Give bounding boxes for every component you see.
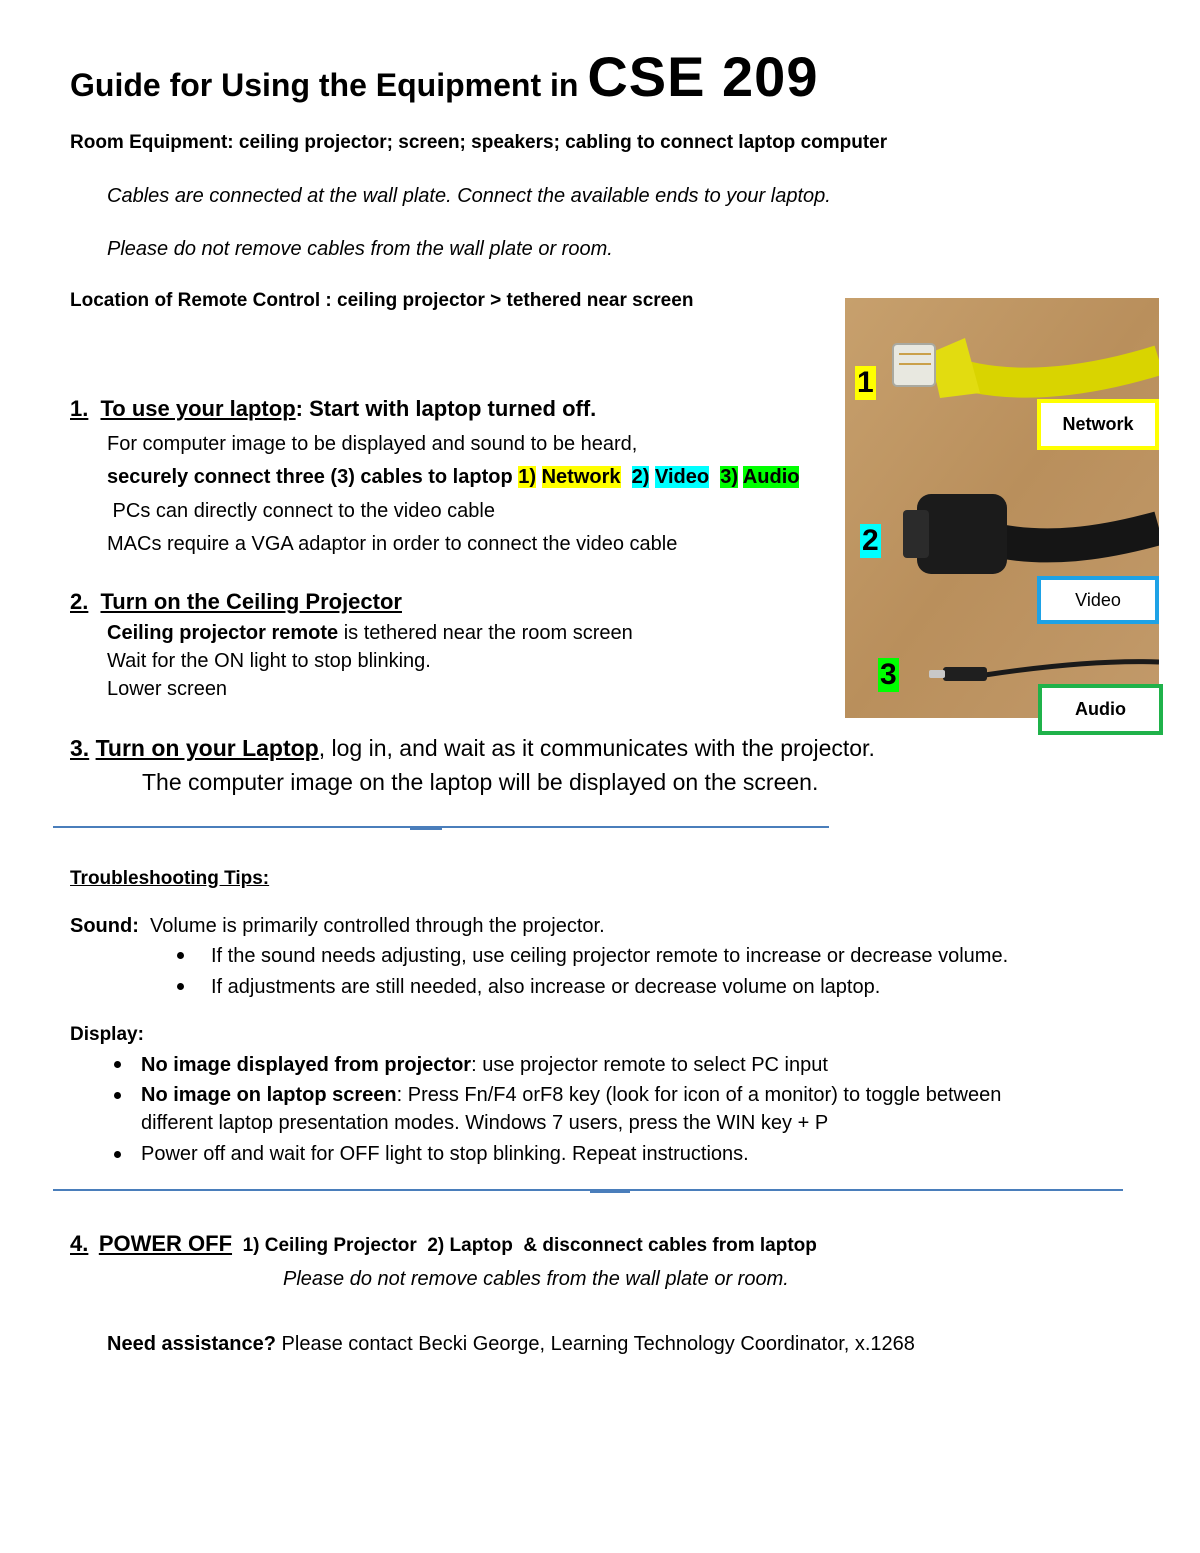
- step1-line4: MACs require a VGA adaptor in order to connect the video cable: [107, 533, 678, 555]
- step2-heading: [70, 587, 402, 617]
- display-label: Display:: [70, 1024, 144, 1045]
- step1-line3: PCs can directly connect to the video cable: [107, 500, 495, 522]
- sound-bullet-2-dot: [177, 983, 184, 990]
- cables-photo-image: [845, 298, 1159, 718]
- photo-tag-3: 3: [880, 658, 897, 691]
- assistance-line: [107, 1330, 915, 1358]
- display-bullet-1: [141, 1051, 828, 1079]
- photo-tag-2: 2: [862, 524, 879, 557]
- step3-heading: [70, 733, 875, 763]
- step3-num: 3.: [70, 735, 90, 761]
- step2-num: 2.: [70, 589, 89, 614]
- step1-heading: [70, 394, 596, 424]
- title-prefix: Guide for Using the Equipment in: [70, 67, 588, 103]
- display-bullet-3-dot: [114, 1151, 121, 1158]
- step4-title: POWER OFF: [98, 1231, 233, 1256]
- display-bullet-3: Power off and wait for OFF light to stop blinking. Repeat instructions.: [141, 1143, 749, 1165]
- divider-2: [53, 1189, 1123, 1191]
- cable3-num: 3): [720, 466, 738, 488]
- display-b2-rest: : Press Fn/F4 orF8 key (look for icon of a monitor) to toggle between: [396, 1084, 1002, 1106]
- sound-label: Sound:: [70, 915, 139, 937]
- sound-line: [70, 912, 605, 940]
- room-equipment: Room Equipment: ceiling projector; screen; speakers; cabling to connect laptop computer: [70, 132, 888, 153]
- page-title: [70, 44, 818, 109]
- step4-num: 4.: [70, 1231, 89, 1256]
- display-b2-bold: No image on laptop screen: [141, 1084, 397, 1106]
- cable2-num: 2): [631, 466, 650, 488]
- step1-connect-text: securely connect three (3) cables to laptop: [107, 466, 519, 488]
- step1-num: 1.: [70, 396, 89, 421]
- sound-text: Volume is primarily controlled through the projector.: [138, 915, 605, 937]
- cables-note: Cables are connected at the wall plate. Connect the available ends to your laptop.: [107, 185, 831, 207]
- sound-bullet-2: If adjustments are still needed, also increase or decrease volume on laptop.: [211, 976, 881, 998]
- display-b1-rest: : use projector remote to select PC input: [471, 1054, 828, 1076]
- sound-bullet-1: If the sound needs adjusting, use ceiling projector remote to increase or decrease volume.: [211, 945, 1009, 967]
- step2-remote: Ceiling projector remote: [107, 622, 339, 644]
- step3-rest: , log in, and wait as it communicates with the projector.: [318, 735, 875, 761]
- step2-line2: Wait for the ON light to stop blinking.: [107, 650, 431, 672]
- step4-warning: Please do not remove cables from the wall plate or room.: [283, 1268, 789, 1290]
- cables-warning: Please do not remove cables from the wall plate or room.: [107, 238, 613, 260]
- remote-location: Location of Remote Control : ceiling projector > tethered near screen: [70, 290, 694, 311]
- divider-1-mark: [410, 827, 442, 830]
- display-b1-bold: No image displayed from projector: [141, 1054, 472, 1076]
- cable3-label: Audio: [742, 466, 800, 488]
- photo-tag-1: 1: [857, 366, 874, 399]
- display-bullet-2-line2: different laptop presentation modes. Windows 7 users, press the WIN key + P: [141, 1112, 829, 1134]
- step2-line3: Lower screen: [107, 678, 228, 700]
- display-bullet-2-dot: [114, 1092, 121, 1099]
- divider-2-mark: [590, 1190, 630, 1193]
- video-label: Video: [1037, 576, 1159, 624]
- cables-photo: [845, 298, 1159, 718]
- step2-title: Turn on the Ceiling Projector: [100, 589, 402, 614]
- step1-line2: [107, 463, 799, 491]
- cable1-num: 1): [518, 466, 537, 488]
- step3-title: Turn on your Laptop: [95, 735, 319, 761]
- step4-rest: 1) Ceiling Projector 2) Laptop & disconnect cables from laptop: [232, 1235, 817, 1256]
- assistance-label: Need assistance?: [107, 1333, 276, 1355]
- step2-line1: [107, 619, 633, 647]
- title-room: CSE 209: [587, 45, 819, 108]
- network-label: Network: [1037, 399, 1159, 450]
- cable1-label: Network: [541, 466, 621, 488]
- audio-label: Audio: [1038, 684, 1163, 735]
- troubleshooting-heading: Troubleshooting Tips:: [70, 868, 270, 889]
- sound-bullet-1-dot: [177, 952, 184, 959]
- step1-line1: For computer image to be displayed and sound to be heard,: [107, 433, 638, 455]
- step1-title: To use your laptop: [100, 396, 296, 421]
- display-bullet-1-dot: [114, 1061, 121, 1068]
- step1-title-rest: : Start with laptop turned off.: [295, 396, 597, 421]
- step3-line2: The computer image on the laptop will be displayed on the screen.: [142, 769, 819, 795]
- step4-heading: [70, 1229, 817, 1259]
- step2-line1-rest: is tethered near the room screen: [338, 622, 633, 644]
- cable2-label: Video: [654, 466, 710, 488]
- assistance-contact: Please contact Becki George, Learning Technology Coordinator, x.1268: [275, 1333, 915, 1355]
- display-bullet-2: [141, 1081, 1001, 1109]
